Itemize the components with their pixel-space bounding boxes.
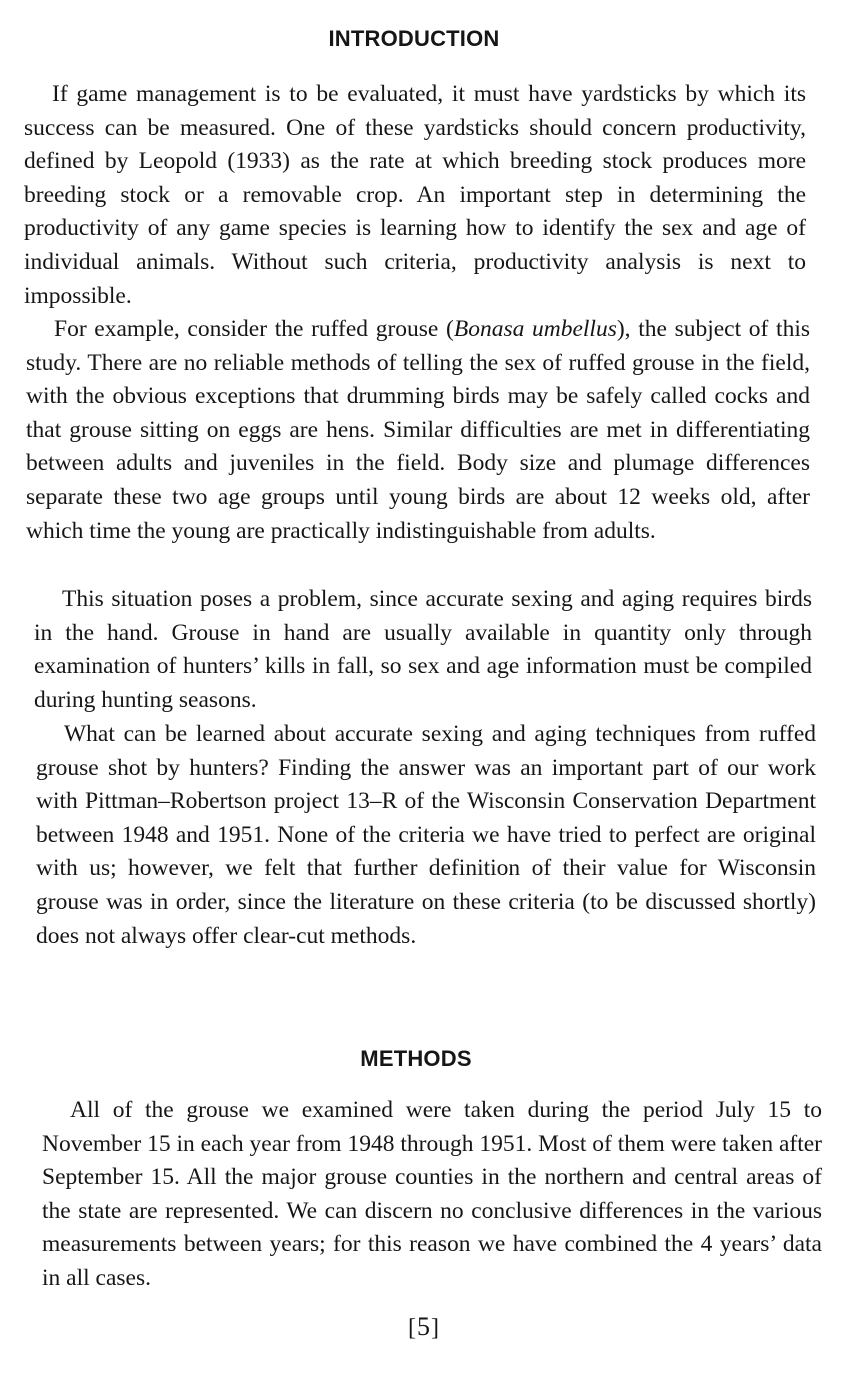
- section-heading-methods: METHODS: [360, 1046, 472, 1071]
- paragraph-intro-4: [36, 718, 816, 953]
- paragraph-text: This situation poses a problem, since accurate sexing and aging requires birds in the hand. Grouse in hand are usually available in quantity only through examination of hunters’ kills in fall, so sex and age information must be compiled during hunting seasons.: [34, 586, 812, 713]
- paragraph-text: All of the grouse we examined were taken during the period July 15 to November 15 in each year from 1948 through 1951. Most of them were taken after September 15. All the major grouse counties in the northern and central areas of the state are represented. We can discern no conclusive differences in the various measurements between years; for this reason we have combined the 4 years’ data in all cases.: [42, 1097, 822, 1291]
- paragraph-text-after: ), the subject of this study. There are no reliable methods of telling the sex of ruffed grouse in the field, with the obvious exceptions that drumming birds may be safely called cocks and that grouse sitting on eggs are hens. Similar difficulties are met in differentiating between adults and juveniles in the field. Body size and plumage differences separate these two age groups until young birds are about 12 weeks old, after which time the young are practically indistinguishable from adults.: [26, 316, 810, 544]
- paragraph-text: What can be learned about accurate sexing and aging techniques from ruffed grouse shot by hunters? Finding the answer was an important part of our work with Pittman–Robertson project 13–R of the Wisconsin Conservation Department between 1948 and 1951. None of the criteria we have tried to perfect are original with us; however, we felt that further definition of their value for Wisconsin grouse was in order, since the literature on these criteria (to be discussed shortly) does not always offer clear-cut methods.: [36, 721, 816, 949]
- paragraph-intro-3: [34, 583, 812, 717]
- page-number: [5]: [408, 1312, 440, 1341]
- page-number-value: 5: [417, 1312, 431, 1341]
- paragraph-text: If game management is to be evaluated, it must have yardsticks by which its success can be measured. One of these yardsticks should concern productivity, defined by Leopold (1933) as the rate at which breeding stock produces more breeding stock or a removable crop. An important step in determining the productivity of any game species is learning how to identify the sex and age of individual animals. Without such criteria, productivity analysis is next to impossible.: [24, 81, 806, 309]
- paragraph-text-before: For example, consider the ruffed grouse (: [54, 316, 454, 342]
- paragraph-methods-1: [42, 1094, 822, 1296]
- paragraph-intro-1: [24, 78, 806, 313]
- species-name: Bonasa umbellus: [453, 316, 617, 342]
- section-heading-introduction: INTRODUCTION: [328, 26, 500, 51]
- paragraph-intro-2: [26, 313, 810, 548]
